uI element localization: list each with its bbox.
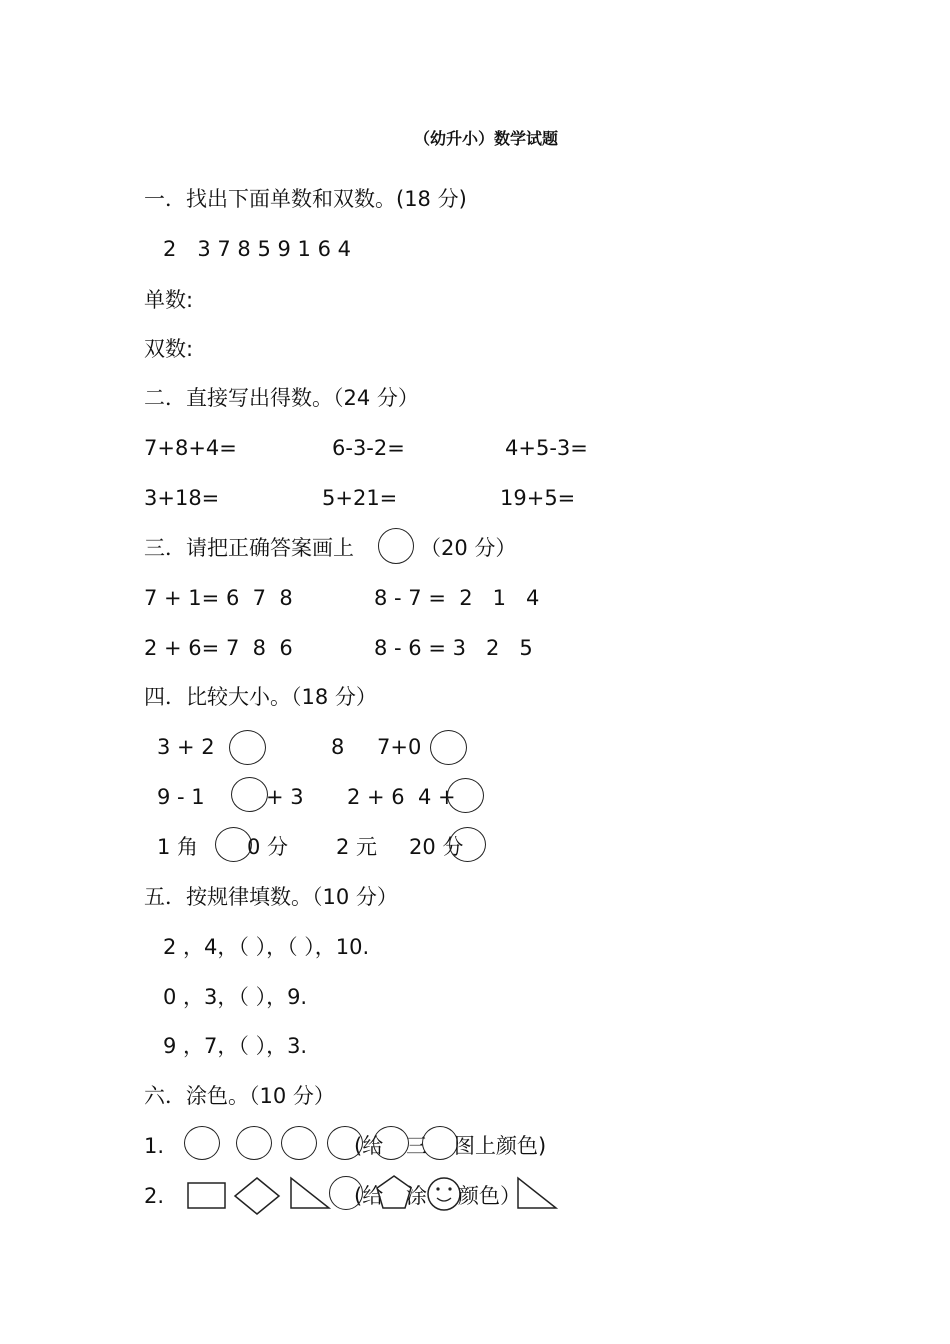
q3-item-2: 8 - 7 = 2 1 4 xyxy=(374,586,540,610)
q2-item-6: 19+5= xyxy=(500,486,576,510)
q2-item-2: 6-3-2= xyxy=(332,436,405,460)
q6-text-1c: 图上颜色) xyxy=(454,1134,547,1158)
q5-seq-3: 9 ，7，（ ），3. xyxy=(163,1034,308,1058)
rectangle-shape[interactable] xyxy=(187,1182,227,1210)
circle-shape[interactable] xyxy=(329,1176,363,1210)
q6-text-2c: 颜色） xyxy=(458,1184,521,1208)
page-title: （幼升小）数学试题 xyxy=(414,129,559,148)
circle-shape[interactable] xyxy=(236,1126,272,1160)
q4-r3-left: 1 角 xyxy=(157,835,199,859)
q2-item-3: 4+5-3= xyxy=(505,436,588,460)
q6-heading: 六．涂色。（10 分） xyxy=(144,1084,335,1108)
q5-heading: 五．按规律填数。（10 分） xyxy=(144,885,398,909)
q6-number-2: 2. xyxy=(144,1184,165,1208)
q2-item-5: 5+21= xyxy=(322,486,398,510)
q4-r3-third: 2 元 xyxy=(336,835,378,859)
q5-seq-2: 0 ，3，（ ），9. xyxy=(163,985,308,1009)
q4-r1-third: 7+0 xyxy=(377,735,422,759)
q4-r1-left: 3 + 2 xyxy=(157,735,215,759)
compare-circle[interactable] xyxy=(229,730,266,765)
q4-r3-fourth: 20 分 xyxy=(409,835,464,859)
compare-circle[interactable] xyxy=(430,730,467,765)
compare-circle[interactable] xyxy=(215,827,252,862)
q6-text-1b: 三 xyxy=(406,1134,427,1158)
compare-circle[interactable] xyxy=(447,778,484,813)
q4-r3-right: 0 分 xyxy=(247,835,289,859)
q4-r2-third: 2 + 6 4 + xyxy=(347,785,456,809)
q1-numbers: 2 3 7 8 5 9 1 6 4 xyxy=(163,237,351,261)
q3-item-1: 7 + 1= 6 7 8 xyxy=(144,586,293,610)
q3-item-3: 2 + 6= 7 8 6 xyxy=(144,636,293,660)
q4-r1-right: 8 xyxy=(331,735,345,759)
q1-heading: 一．找出下面单数和双数。(18 分) xyxy=(144,187,467,211)
circle-shape[interactable] xyxy=(184,1126,220,1160)
q3-heading: 三．请把正确答案画上 xyxy=(144,536,354,560)
q6-text-1a: (给 xyxy=(354,1134,384,1158)
q4-r2-left: 9 - 1 xyxy=(157,785,205,809)
diamond-shape[interactable] xyxy=(233,1176,281,1216)
circle-shape[interactable] xyxy=(422,1126,458,1160)
circle-shape[interactable] xyxy=(373,1126,409,1160)
q2-item-1: 7+8+4= xyxy=(144,436,237,460)
q3-item-4: 8 - 6 = 3 2 5 xyxy=(374,636,533,660)
smiley-face-icon[interactable] xyxy=(426,1176,462,1212)
q1-even-label: 双数: xyxy=(144,337,194,361)
q2-item-4: 3+18= xyxy=(144,486,220,510)
q5-seq-1: 2 ，4，（ ），（ ），10. xyxy=(163,935,370,959)
q1-odd-label: 单数: xyxy=(144,288,194,312)
circle-shape[interactable] xyxy=(281,1126,317,1160)
q4-r2-right: + 3 xyxy=(266,785,304,809)
compare-circle[interactable] xyxy=(231,777,268,812)
q6-text-2b: 涂 xyxy=(406,1184,427,1208)
pentagon-shape[interactable] xyxy=(375,1174,413,1210)
q6-text-2a: (给 xyxy=(354,1184,384,1208)
compare-circle[interactable] xyxy=(449,827,486,862)
circle-shape[interactable] xyxy=(327,1126,363,1160)
triangle-shape[interactable] xyxy=(289,1176,331,1210)
q6-number-1: 1. xyxy=(144,1134,165,1158)
q3-heading-points: （20 分） xyxy=(420,536,517,560)
circle-icon xyxy=(378,528,414,564)
triangle-shape[interactable] xyxy=(516,1176,558,1210)
q2-heading: 二．直接写出得数。（24 分） xyxy=(144,386,419,410)
q4-heading: 四．比较大小。（18 分） xyxy=(144,685,377,709)
